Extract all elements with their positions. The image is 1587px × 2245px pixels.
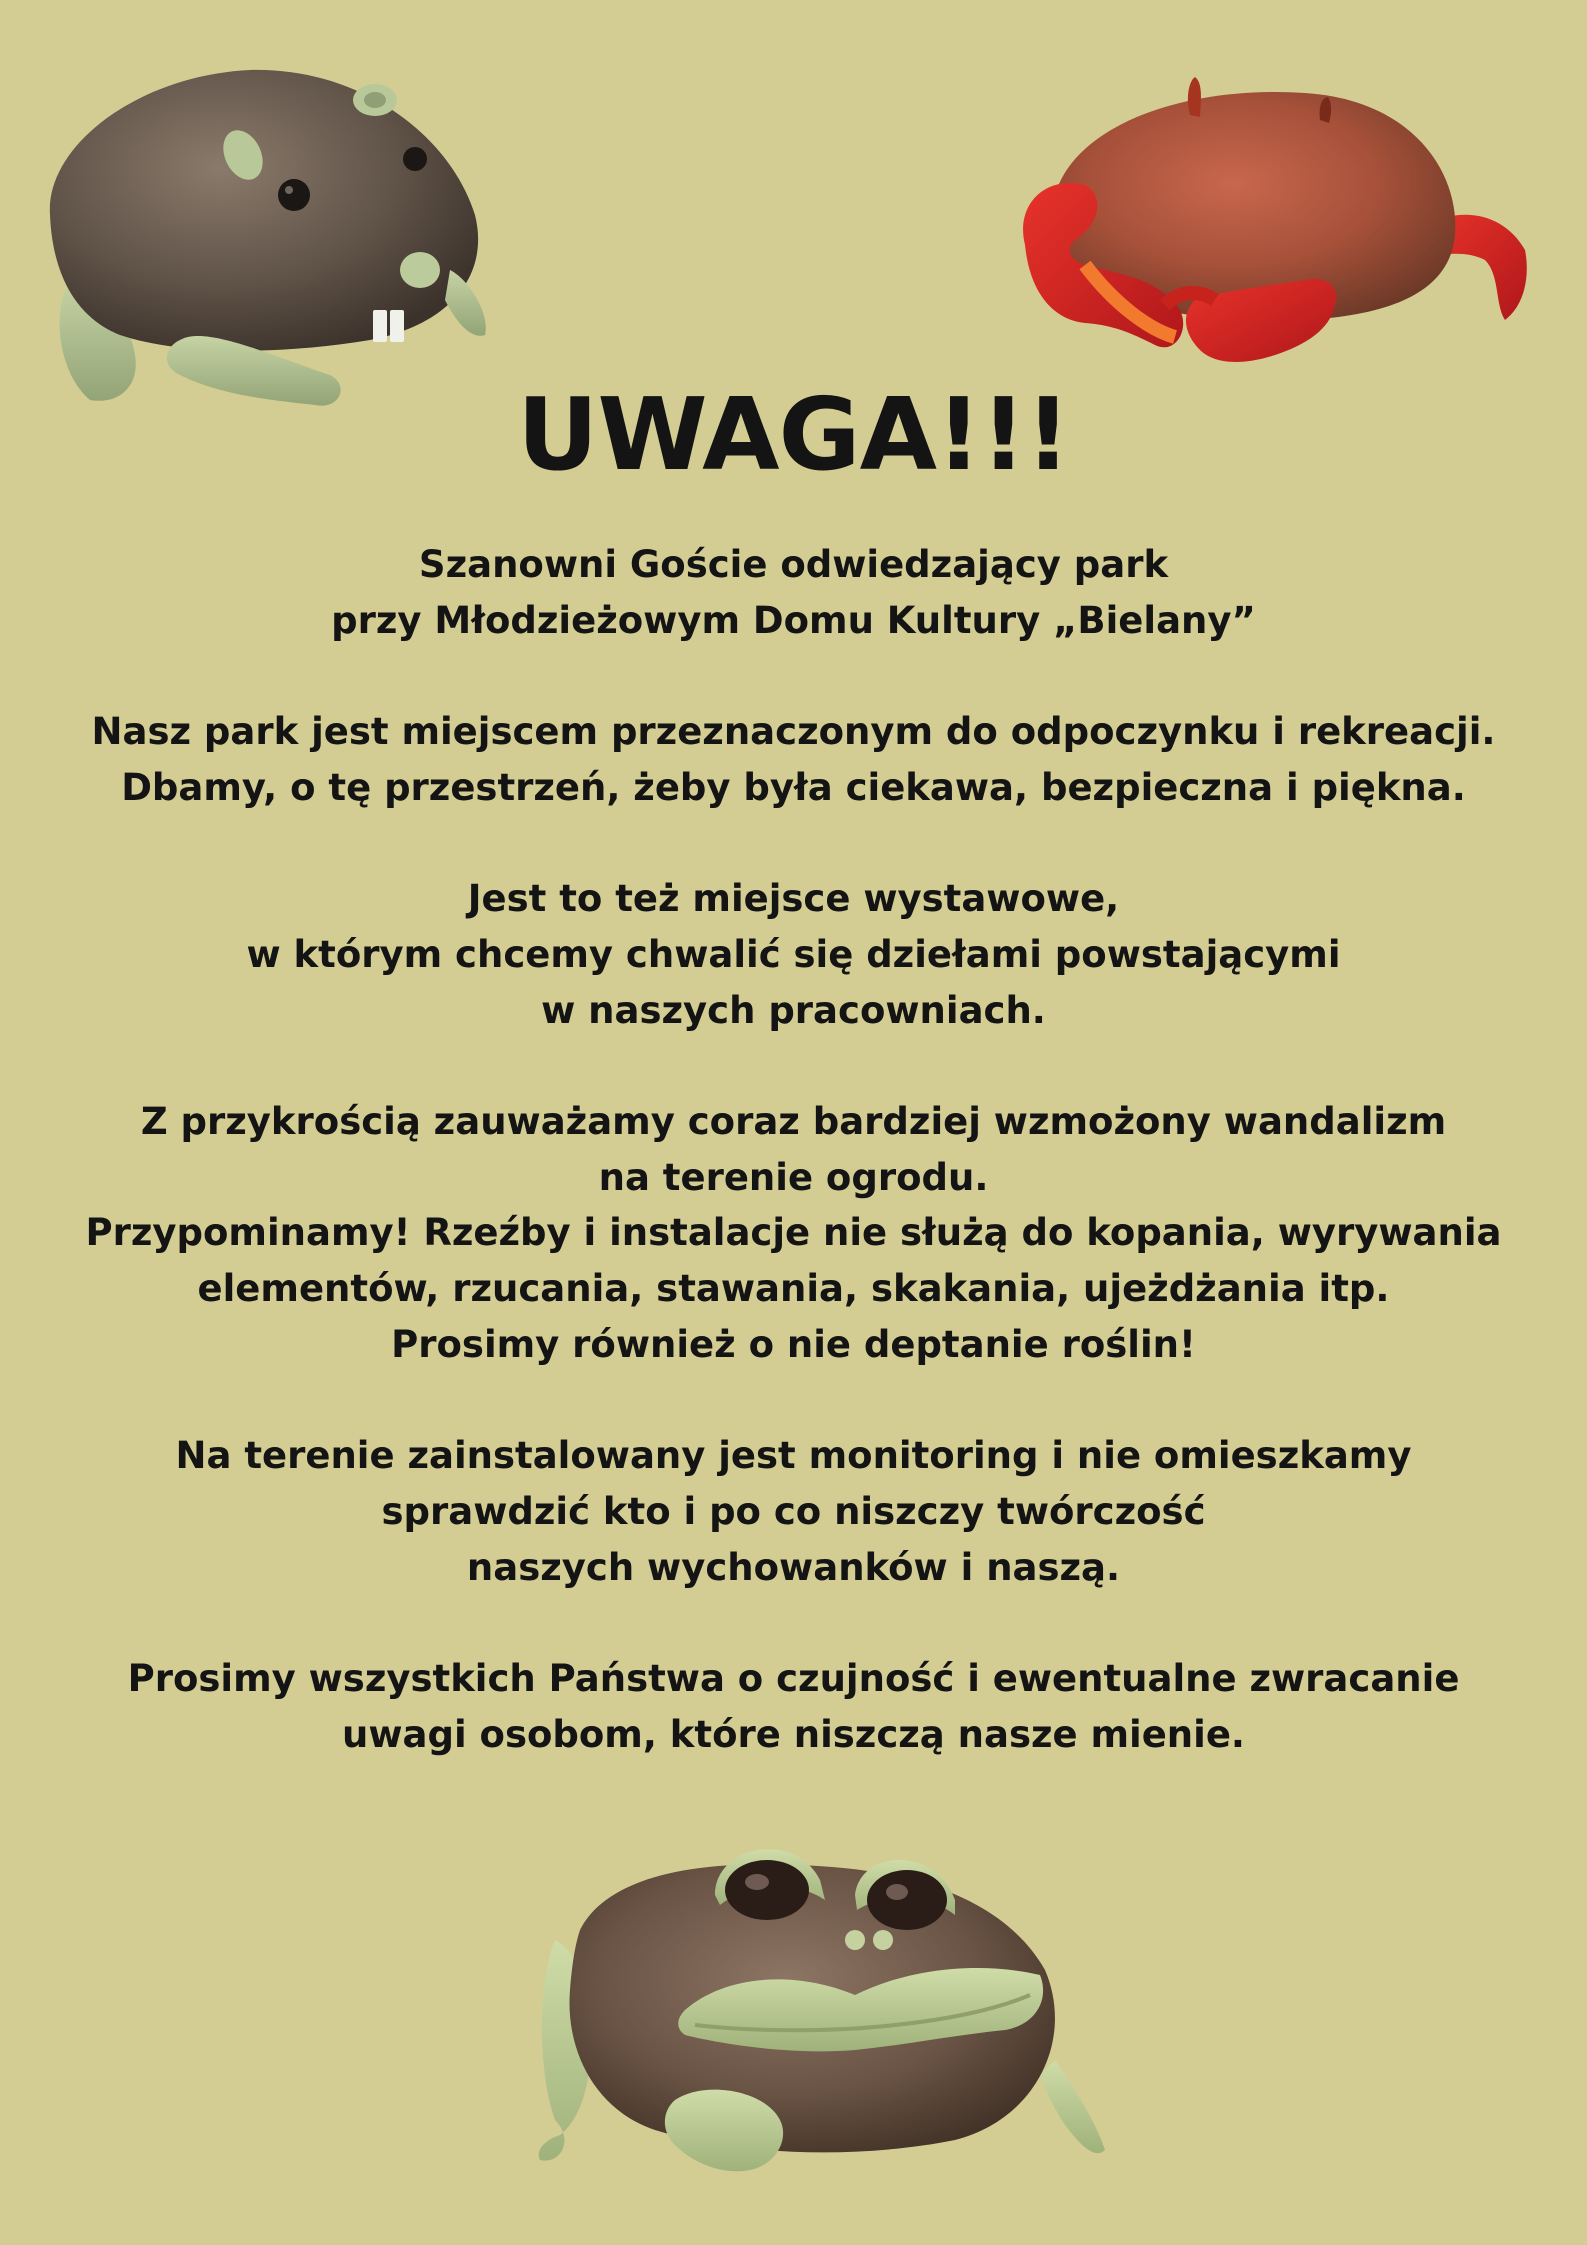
text-line: naszych wychowanków i naszą. bbox=[466, 1545, 1121, 1589]
text-line: uwagi osobom, które niszczą nasze mienie. bbox=[342, 1712, 1245, 1756]
greeting-paragraph bbox=[60, 537, 1527, 648]
text-line: Na terenie zainstalowany jest monitoring i nie omieszkamy bbox=[175, 1434, 1412, 1478]
beaver-sculpture-icon bbox=[30, 55, 510, 425]
text-line: Jest to też miejsce wystawowe, bbox=[467, 877, 1120, 921]
vigilance-paragraph bbox=[60, 1651, 1527, 1762]
text-line: sprawdzić kto i po co niszczy twórczość bbox=[381, 1489, 1206, 1533]
exhibition-paragraph bbox=[60, 871, 1527, 1038]
park-purpose-paragraph bbox=[60, 704, 1527, 815]
text-line: w którym chcemy chwalić się dziełami powstającymi bbox=[246, 932, 1341, 976]
text-line: Dbamy, o tę przestrzeń, żeby była ciekawa, bezpieczna i piękna. bbox=[121, 765, 1466, 809]
text-line: na terenie ogrodu. bbox=[598, 1155, 989, 1199]
frog-sculpture-icon bbox=[535, 1820, 1115, 2215]
notice-body bbox=[60, 537, 1527, 1762]
text-line: elementów, rzucania, stawania, skakania, ujeżdżania itp. bbox=[197, 1267, 1390, 1311]
text-line: Z przykrością zauważamy coraz bardziej wzmożony wandalizm bbox=[140, 1099, 1447, 1143]
text-line: Szanowni Goście odwiedzający park bbox=[418, 543, 1169, 586]
text-line: przy Młodzieżowym Domu Kultury „Bielany” bbox=[331, 598, 1256, 642]
text-line: Nasz park jest miejscem przeznaczonym do odpoczynku i rekreacji. bbox=[91, 710, 1496, 754]
text-line: Prosimy również o nie deptanie roślin! bbox=[391, 1322, 1196, 1366]
page-title: UWAGA!!! bbox=[517, 376, 1070, 493]
crab-sculpture-icon bbox=[985, 75, 1540, 400]
vandalism-paragraph bbox=[60, 1094, 1527, 1373]
text-line: w naszych pracowniach. bbox=[541, 988, 1046, 1032]
monitoring-paragraph bbox=[60, 1428, 1527, 1595]
text-line: Prosimy wszystkich Państwa o czujność i ewentualne zwracanie bbox=[127, 1656, 1460, 1700]
text-line: Przypominamy! Rzeźby i instalacje nie służą do kopania, wyrywania bbox=[85, 1211, 1502, 1255]
